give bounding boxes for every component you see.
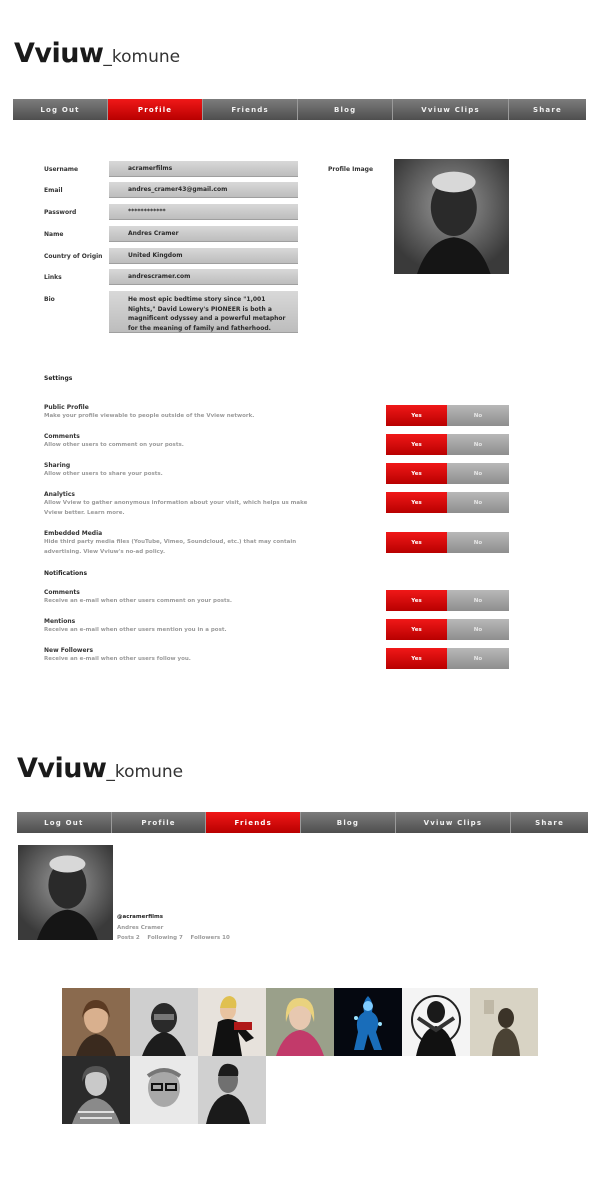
username-field[interactable]: acramerfilms [109, 161, 298, 177]
notifications-title: Notifications [44, 570, 88, 577]
toggle-sharing [386, 463, 509, 484]
bio-field[interactable]: He most epic bedtime story since "1,001 Nights," David Lowery's PIONEER is both a magnificent odyssey and a powerful metaphor for the meaning of family and fatherhood. [109, 291, 298, 333]
email-label: Email [44, 187, 63, 194]
friend-photo[interactable] [198, 1056, 266, 1124]
no-button[interactable]: No [447, 463, 509, 484]
followers-count: 10 [222, 935, 230, 941]
yes-button[interactable]: Yes [386, 619, 447, 640]
followers-label: Followers [190, 935, 221, 941]
no-button[interactable]: No [447, 492, 509, 513]
notify-followers-desc: Receive an e-mail when other users follow you. [44, 656, 191, 662]
friend-photo[interactable] [62, 988, 130, 1056]
friend-photo[interactable] [130, 988, 198, 1056]
tab-vviuw-clips[interactable]: Vviuw Clips [393, 99, 509, 120]
toggle-comments [386, 434, 509, 455]
friend-photo[interactable] [266, 988, 334, 1056]
toggle-embedded-media [386, 532, 509, 553]
setting-comments-title: Comments [44, 433, 80, 440]
notify-mentions-desc: Receive an e-mail when other users mention you in a post. [44, 627, 227, 633]
logo [14, 38, 180, 69]
name-field[interactable]: Andres Cramer [109, 226, 298, 242]
tab-blog[interactable]: Blog [298, 99, 393, 120]
following-count: 7 [179, 935, 183, 941]
friends-name: Andres Cramer [117, 925, 164, 931]
friends-handle: @acramerfilms [117, 914, 164, 920]
no-button[interactable]: No [447, 590, 509, 611]
email-field[interactable]: andres_cramer43@gmail.com [109, 182, 298, 198]
friend-photo-image [62, 988, 130, 1056]
friend-photo[interactable] [470, 988, 538, 1056]
yes-button[interactable]: Yes [386, 434, 447, 455]
friend-photo-image [470, 988, 538, 1056]
logo-sub: _ komune [103, 47, 180, 67]
friends-stats [117, 935, 230, 941]
profile-image-label: Profile Image [328, 166, 374, 173]
friend-photo-image [130, 988, 198, 1056]
friend-photo[interactable] [334, 988, 402, 1056]
tab-blog[interactable]: Blog [301, 812, 396, 833]
password-label: Password [44, 209, 77, 216]
country-field[interactable]: United Kingdom [109, 248, 298, 264]
logo-brand: Vviuw [17, 753, 107, 784]
friend-photo-image [198, 988, 266, 1056]
tab-friends[interactable]: Friends [203, 99, 298, 120]
yes-button[interactable]: Yes [386, 590, 447, 611]
friend-photo-image [62, 1056, 130, 1124]
no-button[interactable]: No [447, 532, 509, 553]
setting-embedded-media-title: Embedded Media [44, 530, 103, 537]
toggle-public-profile [386, 405, 509, 426]
posts-count: 2 [135, 935, 140, 941]
notify-followers-title: New Followers [44, 647, 94, 654]
bio-label: Bio [44, 296, 55, 303]
profile-image[interactable] [394, 159, 509, 274]
portrait-image [18, 845, 113, 940]
friend-photo[interactable] [402, 988, 470, 1056]
yes-button[interactable]: Yes [386, 532, 447, 553]
main-nav [17, 812, 588, 833]
logo-brand: Vviuw [14, 38, 104, 69]
no-button[interactable]: No [447, 648, 509, 669]
tab-log-out[interactable]: Log Out [13, 99, 108, 120]
logo [17, 753, 183, 784]
yes-button[interactable]: Yes [386, 492, 447, 513]
no-button[interactable]: No [447, 619, 509, 640]
following-label: Following [147, 935, 178, 941]
notify-comments-desc: Receive an e-mail when other users comment on your posts. [44, 598, 232, 604]
friend-photo-image [198, 1056, 266, 1124]
setting-sharing-desc: Allow other users to share your posts. [44, 471, 163, 477]
tab-friends[interactable]: Friends [206, 812, 301, 833]
setting-comments-desc: Allow other users to comment on your posts. [44, 442, 184, 448]
toggle-notify-followers [386, 648, 509, 669]
yes-button[interactable]: Yes [386, 463, 447, 484]
friend-photo[interactable] [198, 988, 266, 1056]
friend-photo-image [266, 988, 334, 1056]
logo-sub: _ komune [106, 762, 183, 782]
tab-log-out[interactable]: Log Out [17, 812, 112, 833]
setting-analytics-title: Analytics [44, 491, 75, 498]
tab-vviuw-clips[interactable]: Vviuw Clips [396, 812, 511, 833]
notify-mentions-title: Mentions [44, 618, 76, 625]
setting-analytics-desc: Allow Vview to gather anonymous information about your visit, which helps us make Vview better. Learn more. [44, 500, 308, 516]
password-field[interactable]: ************ [109, 204, 298, 220]
setting-public-profile-desc: Make your profile viewable to people outside of the Vview network. [44, 413, 255, 419]
setting-public-profile-title: Public Profile [44, 404, 89, 411]
links-field[interactable]: andrescramer.com [109, 269, 298, 285]
notify-comments-title: Comments [44, 589, 80, 596]
yes-button[interactable]: Yes [386, 405, 447, 426]
portrait-image [394, 159, 509, 274]
tab-profile[interactable]: Profile [112, 812, 207, 833]
tab-share[interactable]: Share [511, 812, 588, 833]
name-label: Name [44, 231, 64, 238]
friend-photo-image [130, 1056, 198, 1124]
no-button[interactable]: No [447, 434, 509, 455]
tab-profile[interactable]: Profile [108, 99, 203, 120]
tab-share[interactable]: Share [509, 99, 586, 120]
settings-title: Settings [44, 375, 73, 382]
toggle-analytics [386, 492, 509, 513]
no-button[interactable]: No [447, 405, 509, 426]
main-nav [13, 99, 586, 120]
yes-button[interactable]: Yes [386, 648, 447, 669]
setting-embedded-media-desc: Hide third party media files (YouTube, Vimeo, Soundcloud, etc.) that may contain advertising. View Vviuw's no-ad policy. [44, 539, 297, 555]
country-label: Country of Origin [44, 253, 103, 260]
friend-photo[interactable] [62, 1056, 130, 1124]
friends-profile-image[interactable] [18, 845, 113, 940]
friend-photo-image [334, 988, 402, 1056]
links-label: Links [44, 274, 62, 281]
friend-photo-image [402, 988, 470, 1056]
toggle-notify-comments [386, 590, 509, 611]
setting-sharing-title: Sharing [44, 462, 71, 469]
friend-photo[interactable] [130, 1056, 198, 1124]
posts-label: Posts [117, 935, 134, 941]
toggle-notify-mentions [386, 619, 509, 640]
username-label: Username [44, 166, 79, 173]
